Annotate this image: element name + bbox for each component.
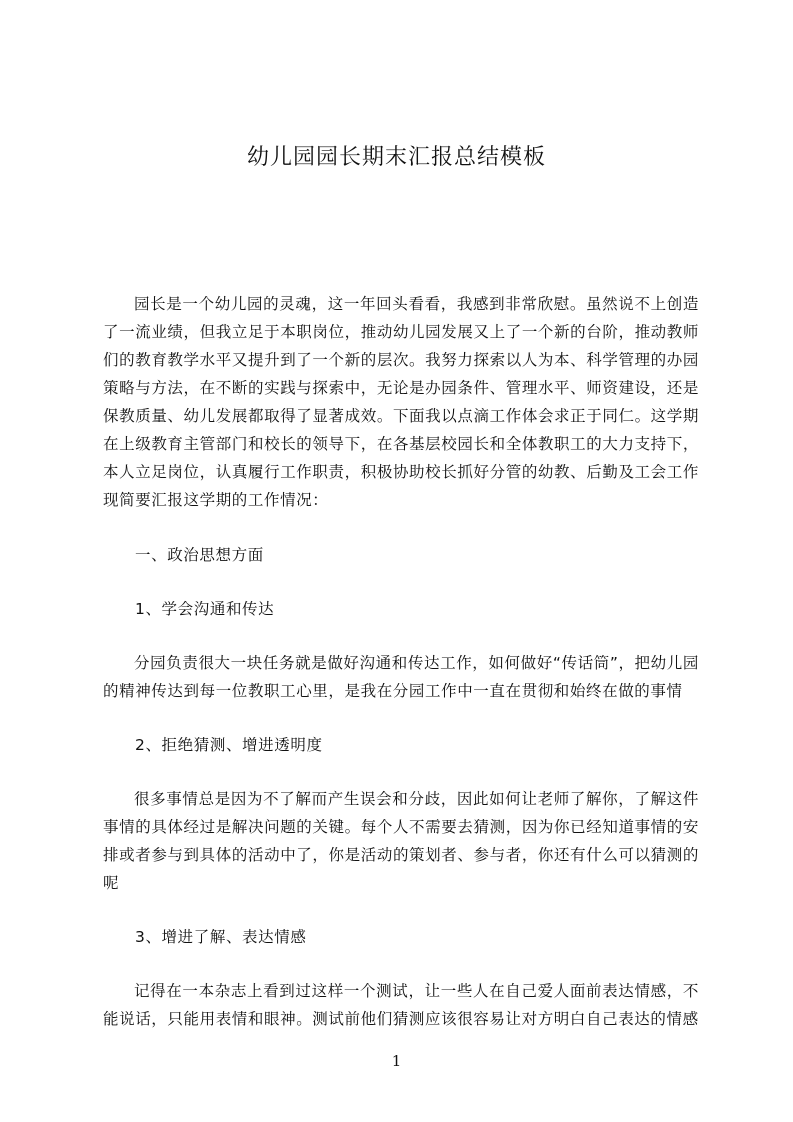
item-heading-3: 3、增进了解、表达情感 [135,928,307,946]
item-heading-2: 2、拒绝猜测、增进透明度 [135,736,323,754]
page-number: 1 [391,1052,402,1070]
spacer [103,897,699,923]
spacer [103,759,699,785]
item-paragraph-2: 很多事情总是因为不了解而产生误会和分歧，因此如何让老师了解你，了解这件事情的具体经过是解决问题的关键。每个人不需要去猜测，因为你已经知道事情的安排或者参与到具体的活动中了，你是活动的策划者、参与者，你还有什么可以猜测的呢 [103,790,699,892]
intro-paragraph: 园长是一个幼儿园的灵魂，这一年回头看看，我感到非常欣慰。虽然说不上创造了一流业绩，但我立足于本职岗位，推动幼儿园发展又上了一个新的台阶，推动教师们的教育教学水平又提升到了一个新的层次。我努力探索以人为本、科学管理的办园策略与方法，在不断的实践与探索中，无论是办园条件、管理水平、师资建设，还是保教质量、幼儿发展都取得了显著成效。下面我以点滴工作体会求正于同仁。这学期在上级教育主管部门和校长的领导下，在各基层校园长和全体教职工的大力支持下，本人立足岗位，认真履行工作职责，积极协助校长抓好分管的幼教、后勤及工会工作现简要汇报这学期的工作情况： [103,295,699,509]
document-body [103,290,699,1033]
spacer [103,623,699,649]
spacer [103,569,699,595]
section-heading-politics: 一、政治思想方面 [135,546,264,564]
spacer [103,951,699,977]
item-heading-1: 1、学会沟通和传达 [135,600,275,618]
document-title: 幼儿园园长期末汇报总结模板 [246,145,546,170]
item-paragraph-1: 分园负责很大一块任务就是做好沟通和传达工作，如何做好“传话筒”，把幼儿园的精神传达到每一位教职工心里，是我在分园工作中一直在贯彻和始终在做的事情 [103,654,699,700]
spacer [103,705,699,731]
spacer [103,514,699,541]
item-paragraph-3: 记得在一本杂志上看到过这样一个测试，让一些人在自己爱人面前表达情感，不能说话，只能用表情和眼神。测试前他们猜测应该很容易让对方明白自己表达的情感 [103,982,699,1028]
